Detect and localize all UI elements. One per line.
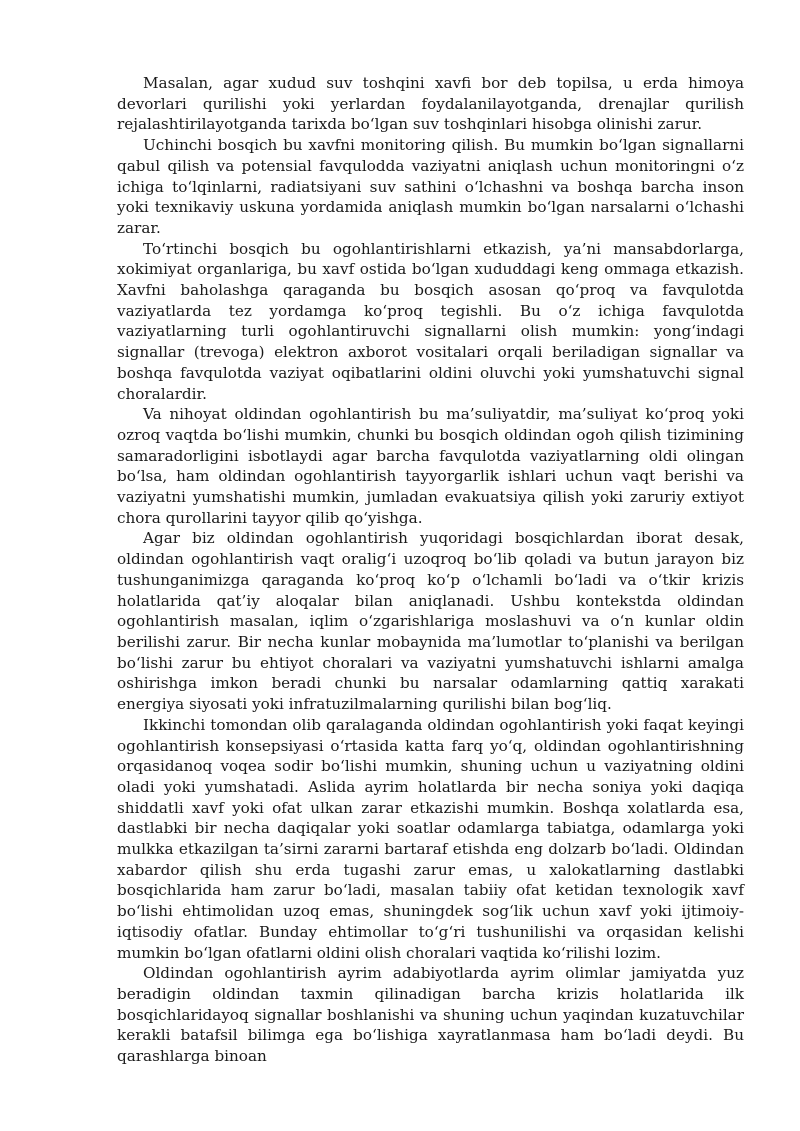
paragraph-warning-timeframe: Agar biz oldindan ogohlantirish yuqoridagi bosqichlardan iborat desak, oldindan ogohlantirish vaqt oraligʻi uzoqroq boʻlib qoladi va butun jarayon biz tushunganimizga qaraganda koʻproq koʻp oʻlchamli boʻladi va oʻtkir krizis holatlarida qat’iy aloqalar bilan aniqlanadi. Ushbu kontekstda oldindan ogohlantirish masalan, iqlim oʻzgarishlariga moslashuvi va oʻn kunlar oldin berilishi zarur. Bir necha kunlar mobaynida ma’lumotlar toʻplanishi va berilgan boʻlishi zarur bu ehtiyot choralari va vaziyatni yumshatuvchi ishlarni amalga oshirishga imkon beradi chunki bu narsalar odamlarning qattiq xarakati energiya siyosati yoki infratuzilmalarning qurilishi bilan bogʻliq. [117, 529, 744, 714]
paragraph-other-side: Ikkinchi tomondan olib qaralaganda oldindan ogohlantirish yoki faqat keyingi ogohlantirish konsepsiyasi oʻrtasida katta farq yoʻq, oldindan ogohlantirishning orqasidanoq voqea sodir boʻlishi mumkin, shuning uchun u vaziyatning oldini oladi yoki yumshatadi. Aslida ayrim holatlarda bir necha soniya yoki daqiqa shiddatli xavf yoki ofat ulkan zarar etkazishi mumkin. Boshqa xolatlarda esa, dastlabki bir necha daqiqalar yoki soatlar odamlarga tabiatga, odamlarga yoki mulkka etkazilgan ta’sirni zararni bartaraf etishda eng dolzarb boʻladi. Oldindan xabardor qilish shu erda tugashi zarur emas, u xalokatlarning dastlabki bosqichlarida ham zarur boʻladi, masalan tabiiy ofat ketidan texnologik xavf boʻlishi ehtimolidan uzoq emas, shuningdek sogʻlik uchun xavf yoki ijtimoiy-iqtisodiy ofatlar. Bunday ehtimollar toʻgʻri tushunilishi va orqasidan kelishi mumkin boʻlgan ofatlarni oldini olish choralari vaqtida koʻrilishi lozim. [117, 715, 744, 962]
document-page [117, 73, 744, 1067]
paragraph-responsibility: Va nihoyat oldindan ogohlantirish bu ma’suliyatdir, ma’suliyat koʻproq yoki ozroq vaqtda boʻlishi mumkin, chunki bu bosqich oldindan ogoh qilish tizimining samaradorligini isbotlaydi agar barcha favqulotda vaziyatlarning oldi olingan boʻlsa, ham oldindan ogohlantirish tayyorgarlik ishlari uchun vaqt berishi va vaziyatni yumshatishi mumkin, jumladan evakuatsiya qilish yoki zaruriy extiyot chora qurollarini tayyor qilib qoʻyishga. [117, 405, 744, 527]
paragraph-flood-example: Masalan, agar xudud suv toshqini xavfi bor deb topilsa, u erda himoya devorlari qurilishi yoki yerlardan foydalanilayotganda, drenajlar qurilish rejalashtirilayotganda tarixda boʻlgan suv toshqinlari hisobga olinishi zarur. [117, 74, 744, 134]
paragraph-third-stage: Uchinchi bosqich bu xavfni monitoring qilish. Bu mumkin boʻlgan signallarni qabul qilish va potensial favqulodda vaziyatni aniqlash uchun monitoringni oʻz ichiga toʻlqinlarni, radiatsiyani suv sathini oʻlchashni va boshqa barcha inson yoki texnikaviy uskuna yordamida aniqlash mumkin boʻlgan narsalarni oʻlchashi zarar. [117, 136, 744, 237]
paragraph-literature: Oldindan ogohlantirish ayrim adabiyotlarda ayrim olimlar jamiyatda yuz beradigin oldindan taxmin qilinadigan barcha krizis holatlarida ilk bosqichlaridayoq signallar boshlanishi va shuning uchun yaqindan kuzatuvchilar kerakli batafsil bilimga ega boʻlishiga xayratlanmasa ham boʻladi deydi. Bu qarashlarga binoan [117, 964, 744, 1066]
paragraph-fourth-stage: Toʻrtinchi bosqich bu ogohlantirishlarni etkazish, ya’ni mansabdorlarga, xokimiyat organlariga, bu xavf ostida boʻlgan xududdagi keng ommaga etkazish. Xavfni baholashga qaraganda bu bosqich asosan qoʻproq va favqulotda vaziyatlarda tez yordamga koʻproq tegishli. Bu oʻz ichiga favqulotda vaziyatlarning turli ogohlantiruvchi signallarni olish mumkin: yongʻindagi signallar (trevoga) elektron axborot vositalari orqali beriladigan signallar va boshqa favqulotda vaziyat oqibatlarini oldini oluvchi yoki yumshatuvchi signal choralardir. [117, 239, 744, 403]
